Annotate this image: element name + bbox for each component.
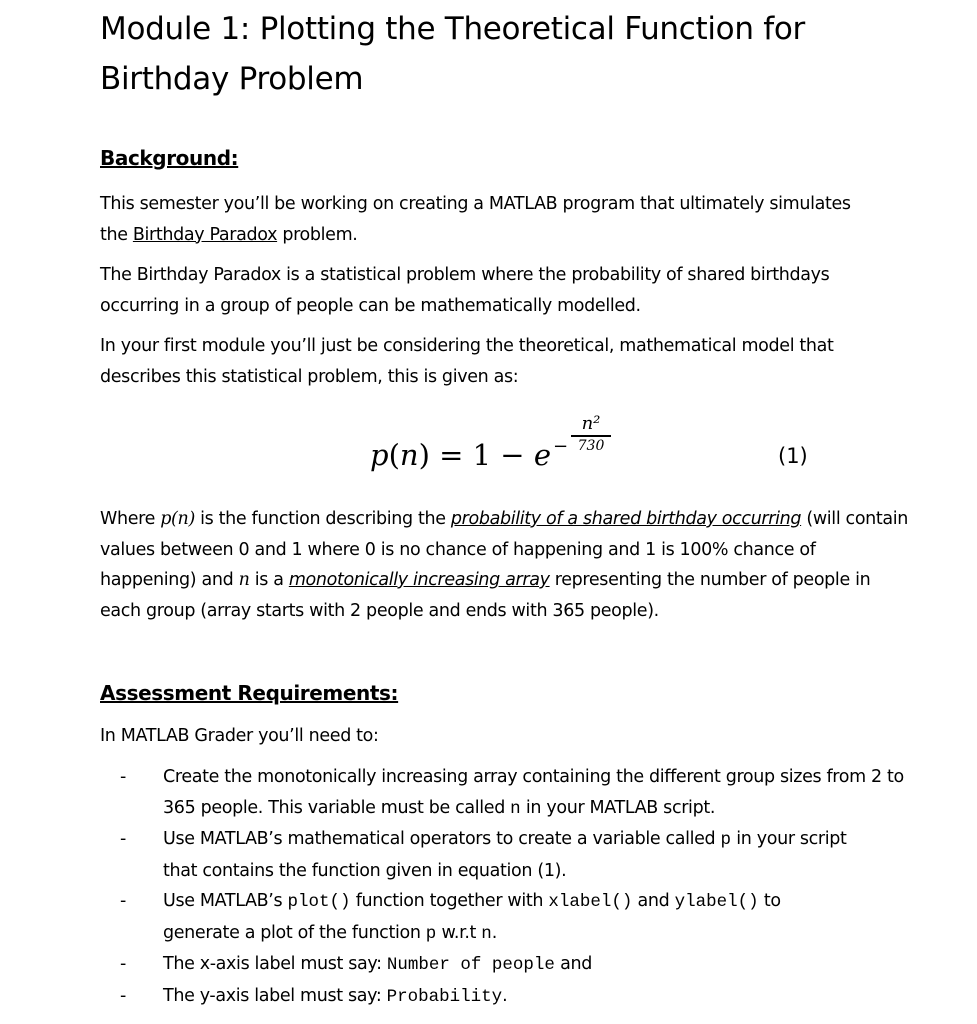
item-text: w.r.t xyxy=(436,922,482,943)
list-item xyxy=(120,762,960,824)
exponent-minus: − xyxy=(553,436,569,457)
list-dash: - xyxy=(120,767,126,787)
list-dash: - xyxy=(120,985,126,1006)
code-xlabel: xlabel() xyxy=(548,892,633,912)
equation-lhs: p(n) = 1 − e xyxy=(370,438,552,472)
item-text: Use MATLAB’s xyxy=(163,891,288,911)
list-item xyxy=(120,949,960,981)
item-text: in your script that contains the function given in equation (1). xyxy=(163,829,847,881)
item-text: . xyxy=(502,985,508,1006)
code-p: p xyxy=(425,923,437,944)
exponent-numerator: n² xyxy=(581,413,601,434)
code-n: n xyxy=(510,798,521,819)
title-line-2: Birthday Problem xyxy=(100,61,364,97)
requirements-list xyxy=(120,762,960,1012)
list-item xyxy=(120,824,960,886)
background-heading: Background: xyxy=(100,146,239,170)
fraction-bar xyxy=(571,435,611,437)
item-text: and xyxy=(554,954,593,974)
page-title xyxy=(100,4,960,104)
list-dash: - xyxy=(120,829,126,849)
paragraph-text: problem. xyxy=(277,224,358,245)
birthday-paradox-link[interactable]: Birthday Paradox xyxy=(132,224,278,245)
item-text: in your MATLAB script. xyxy=(520,797,716,818)
code-y-label: Probability xyxy=(386,986,503,1007)
code-n: n xyxy=(481,923,492,944)
equation-exponent xyxy=(569,414,613,454)
code-x-label: Number of people xyxy=(386,955,555,975)
probability-link[interactable]: probability of a shared birthday occurring xyxy=(450,509,802,529)
item-text: The x-axis label must say: xyxy=(163,954,387,974)
code-ylabel: ylabel() xyxy=(674,892,759,912)
background-paragraph-3: In your first module you’ll just be considering the theoretical, mathematical model that describes this statistical problem, this is given as: xyxy=(100,336,834,387)
background-paragraph-2: The Birthday Paradox is a statistical problem where the probability of shared birthdays occurring in a group of people can be mathematically modelled. xyxy=(100,265,830,316)
paragraph-text: the xyxy=(100,224,133,245)
exponent-denominator: 730 xyxy=(577,437,605,454)
paragraph-text: is a xyxy=(249,570,289,590)
list-dash: - xyxy=(120,891,126,911)
item-text: to generate a plot of the function xyxy=(163,891,781,943)
where-paragraph xyxy=(100,504,910,626)
paragraph-text: This semester you’ll be working on creating a MATLAB program that ultimately simulates xyxy=(100,194,851,214)
list-item xyxy=(120,886,960,949)
assessment-heading: Assessment Requirements: xyxy=(100,681,399,705)
code-p: p xyxy=(720,830,732,850)
item-text: function together with xyxy=(350,891,549,911)
item-text: Create the monotonically increasing array containing the different group sizes from 2 to 365 people. This variable must be called xyxy=(163,767,904,818)
monotonic-array-link[interactable]: monotonically increasing array xyxy=(288,570,550,590)
paragraph-text: is the function describing the xyxy=(194,509,451,529)
list-dash: - xyxy=(120,954,126,974)
paragraph-text: Where xyxy=(100,509,161,529)
equation-number: (1) xyxy=(778,444,808,468)
title-line-1: Module 1: Plotting the Theoretical Function for xyxy=(100,11,805,47)
background-paragraph-1 xyxy=(100,189,960,250)
paragraph-text: representing the number of people in each group (array starts with 2 people and ends with 365 people). xyxy=(100,570,871,621)
item-text: The y-axis label must say: xyxy=(163,985,387,1006)
assessment-intro: In MATLAB Grader you’ll need to: xyxy=(100,726,379,746)
math-pn: p(n) xyxy=(160,509,195,529)
item-text: Use MATLAB’s mathematical operators to create a variable called xyxy=(163,829,721,849)
paragraph-text: (will contain values between 0 and 1 where 0 is no chance of happening and 1 is 100% chance of happening) and xyxy=(100,509,909,590)
code-plot: plot() xyxy=(287,892,351,912)
item-text: . xyxy=(491,922,498,943)
list-item xyxy=(120,981,960,1013)
item-text: and xyxy=(632,891,675,911)
math-n: n xyxy=(238,570,250,590)
